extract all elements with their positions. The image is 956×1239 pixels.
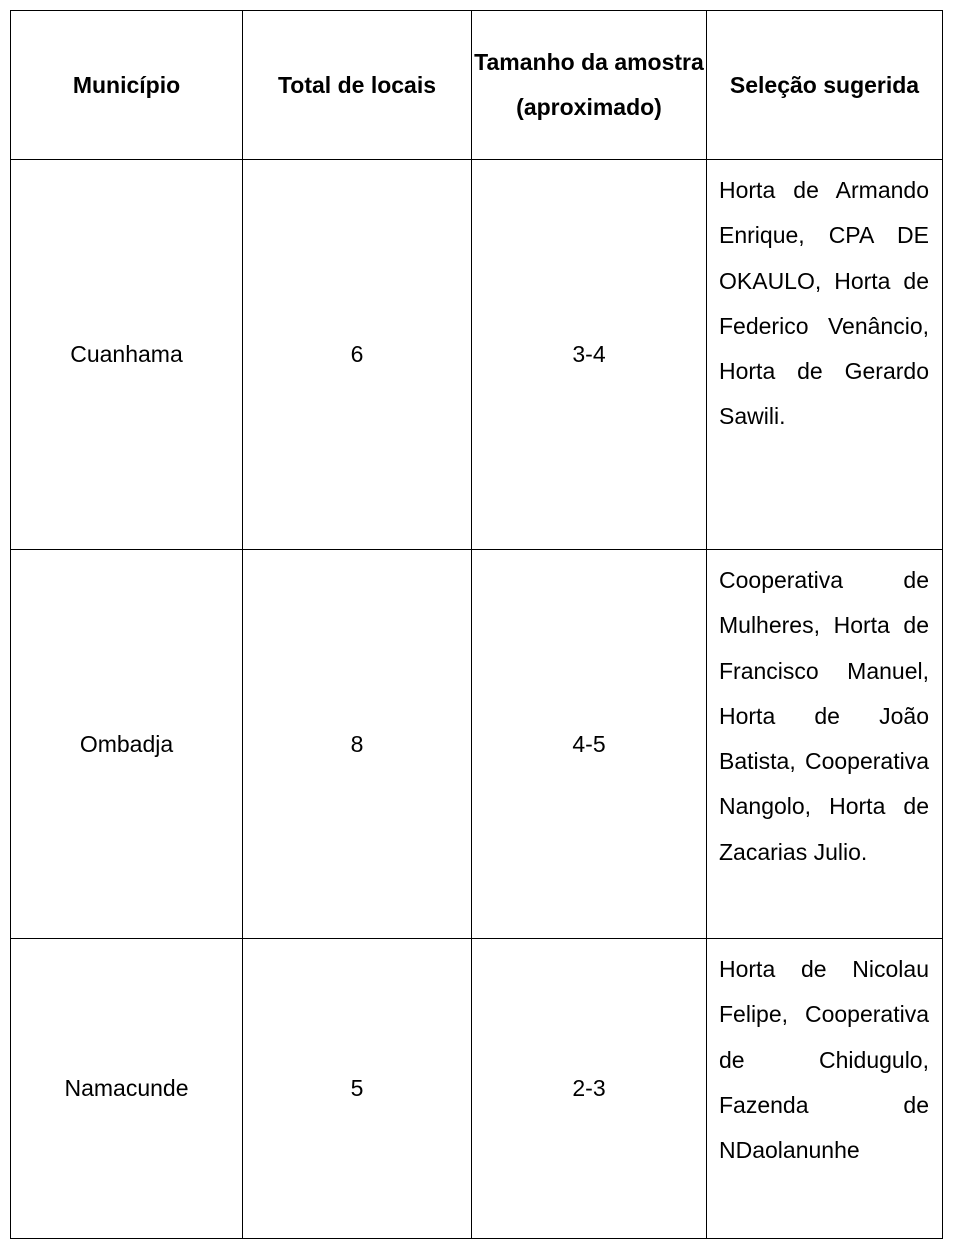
- table-row: [11, 939, 943, 1239]
- header-selecao-sugerida: Seleção sugerida: [707, 11, 943, 160]
- cell-selecao-sugerida: Horta de Armando Enrique, CPA DE OKAULO, Horta de Federico Venâncio, Horta de Gerardo Sawili.: [707, 160, 943, 550]
- cell-municipio: Cuanhama: [11, 160, 243, 550]
- header-row: [11, 11, 943, 160]
- cell-total-locais: 5: [243, 939, 472, 1239]
- header-total-locais: Total de locais: [243, 11, 472, 160]
- cell-municipio: Ombadja: [11, 550, 243, 939]
- cell-total-locais: 6: [243, 160, 472, 550]
- sampling-table: [10, 10, 943, 1239]
- header-municipio: Município: [11, 11, 243, 160]
- cell-selecao-sugerida: Horta de Nicolau Felipe, Cooperativa de Chidugulo, Fazenda de NDaolanunhe: [707, 939, 943, 1239]
- cell-tamanho-amostra: 3-4: [472, 160, 707, 550]
- header-tamanho-amostra: Tamanho da amostra (aproximado): [472, 11, 707, 160]
- cell-selecao-sugerida: Cooperativa de Mulheres, Horta de Francisco Manuel, Horta de João Batista, Cooperativa Nangolo, Horta de Zacarias Julio.: [707, 550, 943, 939]
- table-row: [11, 160, 943, 550]
- cell-tamanho-amostra: 4-5: [472, 550, 707, 939]
- cell-total-locais: 8: [243, 550, 472, 939]
- cell-municipio: Namacunde: [11, 939, 243, 1239]
- cell-tamanho-amostra: 2-3: [472, 939, 707, 1239]
- table-row: [11, 550, 943, 939]
